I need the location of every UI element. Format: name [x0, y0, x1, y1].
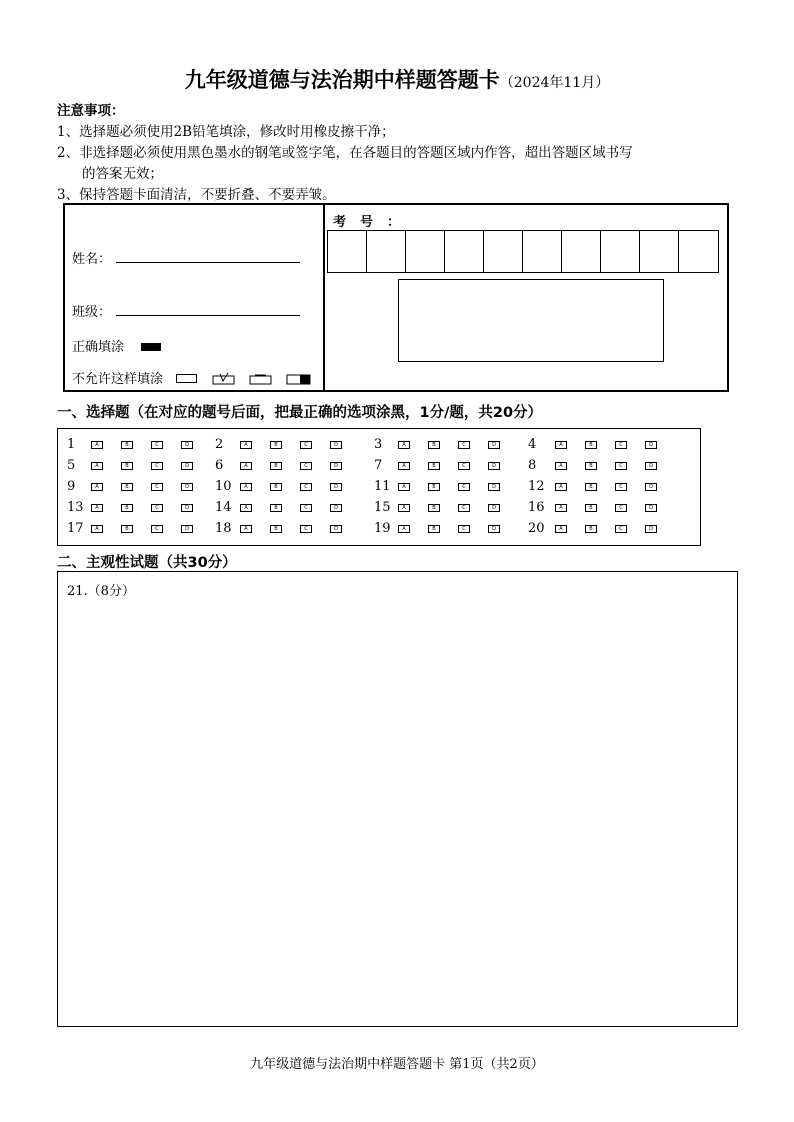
option-bubble[interactable]: D: [645, 441, 657, 449]
option-bubble[interactable]: C: [458, 504, 470, 512]
student-info-box: [63, 203, 729, 392]
option-bubble[interactable]: A: [555, 525, 567, 533]
wrong-fill-label: 不允许这样填涂: [72, 372, 164, 387]
option-bubble[interactable]: C: [151, 462, 163, 470]
option-bubble[interactable]: A: [555, 462, 567, 470]
class-row: [72, 301, 300, 320]
name-label: 姓名：: [72, 252, 112, 267]
wrong-fill-row: [72, 368, 312, 387]
option-bubble[interactable]: A: [91, 462, 103, 470]
question-number: 11: [374, 479, 391, 494]
option-bubble[interactable]: D: [181, 504, 193, 512]
option-bubble[interactable]: D: [330, 483, 342, 491]
option-bubble[interactable]: B: [270, 483, 282, 491]
option-bubble[interactable]: C: [300, 483, 312, 491]
option-bubble[interactable]: A: [240, 483, 252, 491]
option-bubble[interactable]: C: [458, 462, 470, 470]
exam-number-cell[interactable]: [562, 231, 601, 272]
option-bubble[interactable]: C: [151, 441, 163, 449]
option-bubble[interactable]: C: [615, 525, 627, 533]
question-number: 20: [528, 521, 545, 536]
option-bubble[interactable]: C: [458, 525, 470, 533]
option-bubble[interactable]: C: [151, 504, 163, 512]
option-bubble[interactable]: C: [458, 483, 470, 491]
page-title: 九年级道德与法治期中样题答题卡: [184, 68, 500, 92]
page-footer: 九年级道德与法治期中样题答题卡 第1页（共2页）: [250, 1057, 544, 1072]
question-number: 2: [215, 437, 224, 452]
instruction-2-cont: 的答案无效；: [82, 166, 163, 182]
exam-number-cell[interactable]: [640, 231, 679, 272]
question-number: 17: [67, 521, 84, 536]
empty-bubble-icon: [176, 374, 197, 383]
page-title-block: [0, 64, 794, 94]
barcode-area: [398, 279, 664, 362]
question-number: 8: [528, 458, 537, 473]
name-row: [72, 248, 300, 267]
exam-number-label: 考号：: [333, 215, 415, 230]
option-bubble[interactable]: B: [428, 462, 440, 470]
option-bubble[interactable]: A: [398, 483, 410, 491]
choice-row: [58, 521, 700, 542]
exam-number-cell[interactable]: [445, 231, 484, 272]
class-field[interactable]: [116, 303, 300, 316]
info-divider: [323, 205, 325, 390]
instruction-3: 3、保持答题卡面清洁，不要折叠、不要弄皱。: [57, 187, 336, 203]
option-bubble[interactable]: A: [398, 441, 410, 449]
option-bubble[interactable]: C: [151, 525, 163, 533]
option-bubble[interactable]: A: [398, 504, 410, 512]
option-bubble[interactable]: D: [181, 525, 193, 533]
check-bubble-icon: [212, 372, 236, 386]
question-number: 7: [374, 458, 383, 473]
option-bubble[interactable]: B: [585, 441, 597, 449]
option-bubble[interactable]: C: [458, 441, 470, 449]
page-date: （2024年11月）: [499, 75, 610, 91]
option-bubble[interactable]: A: [398, 462, 410, 470]
option-bubble[interactable]: B: [585, 483, 597, 491]
exam-number-cell[interactable]: [601, 231, 640, 272]
option-bubble[interactable]: D: [645, 504, 657, 512]
option-bubble[interactable]: C: [151, 483, 163, 491]
question-number: 3: [374, 437, 383, 452]
option-bubble[interactable]: D: [181, 462, 193, 470]
section-1-heading: 一、选择题（在对应的题号后面，把最正确的选项涂黑，1分/题，共20分）: [57, 405, 543, 421]
option-bubble[interactable]: D: [330, 525, 342, 533]
option-bubble[interactable]: A: [240, 462, 252, 470]
question-number: 9: [67, 479, 76, 494]
option-bubble[interactable]: A: [240, 441, 252, 449]
correct-fill-row: [72, 336, 161, 355]
option-bubble[interactable]: D: [645, 525, 657, 533]
option-bubble[interactable]: D: [488, 525, 500, 533]
option-bubble[interactable]: B: [121, 525, 133, 533]
question-number: 15: [374, 500, 391, 515]
instructions: [57, 101, 747, 206]
option-bubble[interactable]: C: [615, 483, 627, 491]
choice-row: [58, 458, 700, 479]
question-number: 1: [67, 437, 76, 452]
question-number: 14: [215, 500, 232, 515]
option-bubble[interactable]: D: [488, 441, 500, 449]
section-2-heading: 二、主观性试题（共30分）: [57, 555, 237, 571]
filled-bubble-icon: [141, 343, 161, 351]
option-bubble[interactable]: D: [330, 462, 342, 470]
question-number: 10: [215, 479, 232, 494]
instructions-heading: 注意事项：: [57, 103, 125, 119]
option-bubble[interactable]: B: [270, 462, 282, 470]
exam-number-cell[interactable]: [484, 231, 523, 272]
option-bubble[interactable]: C: [300, 525, 312, 533]
option-bubble[interactable]: B: [428, 525, 440, 533]
name-field[interactable]: [116, 250, 300, 263]
dash-bubble-icon: [249, 372, 273, 386]
option-bubble[interactable]: B: [121, 483, 133, 491]
instruction-2: 2、非选择题必须使用黑色墨水的钢笔或签字笔，在各题目的答题区域内作答，超出答题区域书写: [57, 145, 633, 161]
exam-number-cell[interactable]: [523, 231, 562, 272]
correct-fill-label: 正确填涂: [72, 340, 125, 355]
choice-row: [58, 500, 700, 521]
option-bubble[interactable]: A: [398, 525, 410, 533]
option-bubble[interactable]: D: [330, 504, 342, 512]
exam-number-grid: [327, 230, 719, 273]
option-bubble[interactable]: B: [585, 462, 597, 470]
option-bubble[interactable]: B: [428, 483, 440, 491]
option-bubble[interactable]: C: [615, 462, 627, 470]
option-bubble[interactable]: C: [300, 504, 312, 512]
option-bubble[interactable]: D: [645, 462, 657, 470]
option-bubble[interactable]: C: [615, 441, 627, 449]
question-21-label: 21.（8分）: [67, 584, 135, 599]
question-number: 4: [528, 437, 537, 452]
option-bubble[interactable]: D: [330, 441, 342, 449]
exam-number-cell[interactable]: [679, 231, 718, 272]
option-bubble[interactable]: D: [488, 504, 500, 512]
option-bubble[interactable]: B: [121, 462, 133, 470]
option-bubble[interactable]: D: [181, 483, 193, 491]
option-bubble[interactable]: B: [428, 504, 440, 512]
option-bubble[interactable]: B: [585, 504, 597, 512]
option-bubble[interactable]: A: [91, 504, 103, 512]
option-bubble[interactable]: B: [428, 441, 440, 449]
option-bubble[interactable]: C: [615, 504, 627, 512]
exam-number-cell[interactable]: [367, 231, 406, 272]
option-bubble[interactable]: C: [300, 441, 312, 449]
option-bubble[interactable]: A: [240, 504, 252, 512]
question-number: 16: [528, 500, 545, 515]
option-bubble[interactable]: B: [270, 441, 282, 449]
option-bubble[interactable]: B: [121, 441, 133, 449]
option-bubble[interactable]: D: [488, 483, 500, 491]
exam-number-cell[interactable]: [406, 231, 445, 272]
option-bubble[interactable]: A: [91, 483, 103, 491]
option-bubble[interactable]: C: [300, 462, 312, 470]
option-bubble[interactable]: A: [555, 483, 567, 491]
option-bubble[interactable]: B: [121, 504, 133, 512]
class-label: 班级：: [72, 305, 112, 320]
option-bubble[interactable]: B: [585, 525, 597, 533]
option-bubble[interactable]: D: [181, 441, 193, 449]
exam-number-cell[interactable]: [328, 231, 367, 272]
option-bubble[interactable]: B: [270, 504, 282, 512]
half-filled-bubble-icon: [286, 372, 312, 386]
answer-area-21[interactable]: [57, 571, 738, 1027]
question-number: 5: [67, 458, 76, 473]
instruction-1: 1、选择题必须使用2B铅笔填涂，修改时用橡皮擦干净；: [57, 124, 395, 140]
option-bubble[interactable]: A: [91, 441, 103, 449]
option-bubble[interactable]: A: [91, 525, 103, 533]
question-number: 18: [215, 521, 232, 536]
option-bubble[interactable]: B: [270, 525, 282, 533]
question-number: 13: [67, 500, 84, 515]
question-number: 12: [528, 479, 545, 494]
option-bubble[interactable]: A: [555, 441, 567, 449]
question-number: 19: [374, 521, 391, 536]
question-number: 6: [215, 458, 224, 473]
option-bubble[interactable]: A: [555, 504, 567, 512]
multiple-choice-box: [57, 428, 701, 546]
choice-row: [58, 479, 700, 500]
option-bubble[interactable]: A: [240, 525, 252, 533]
choice-row: [58, 437, 700, 458]
option-bubble[interactable]: D: [645, 483, 657, 491]
option-bubble[interactable]: D: [488, 462, 500, 470]
